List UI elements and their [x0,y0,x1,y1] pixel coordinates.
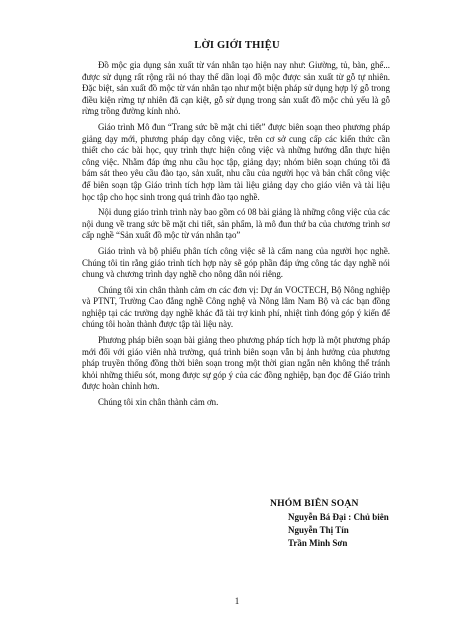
signature-group: NHÓM BIÊN SOẠN [270,498,359,509]
paragraph-method: Phương pháp biên soạn bài giảng theo phương pháp tích hợp là một phương pháp mới đối với giáo viên nhà trường, quá trình biên soạn vẫn bị ảnh hưởng của phương pháp truyền thống đồng thời biên soạn trong một thời gian ngắn nên không thể tránh khỏi những thiếu sót, mong được sự góp ý của các đồng nghiệp, bạn đọc để Giáo trình được hoàn chỉnh hơn. [82,335,390,392]
paragraph-curriculum: Giáo trình Mô đun “Trang sức bề mặt chi tiết” được biên soạn theo phương pháp giảng dạy mới, phương pháp dạy công việc, trên cơ sở cung cấp các kiến thức cần thiết cho các bài học, quy trình thực hiện công việc và những hướng dẫn thực hiện công việc. Nhằm đáp ứng nhu cầu học tập, giảng dạy; nhóm biên soạn chúng tôi đã bám sát theo yêu cầu đào tạo, sản xuất, nhu cầu của người học và bản chất công việc để biên soạn tập Giáo trình tích hợp làm tài liệu giảng dạy cho giáo viên và tài liệu học tập cho học sinh trong quá trình đào tạo nghề. [82,121,390,202]
paragraph-closing: Chúng tôi xin chân thành cảm ơn. [98,397,219,408]
signature-member-1: Nguyễn Bá Đại : Chủ biên [288,512,389,522]
paragraph-handbook: Giáo trình và bộ phiếu phân tích công việc sẽ là cẩm nang của người học nghề. Chúng tôi tin rằng giáo trình tích hợp này sẽ góp phần đáp ứng công tác dạy nghề nói chung và chương trình dạy nghề cho nông dân nói riêng. [82,245,390,280]
signature-block [270,497,389,550]
signature-member-3: Trần Minh Sơn [288,538,348,548]
document-body [82,60,390,411]
page-title: LỜI GIỚI THIỆU [194,40,280,51]
paragraph-thanks-units: Chúng tôi xin chân thành cảm ơn các đơn vị: Dự án VOCTECH, Bộ Nông nghiệp và PTNT, Trường Cao đẳng nghề Công nghệ và Nông lâm Nam Bộ và các bạn đồng nghiệp tại các trường dạy nghề khác đã tài trợ kinh phí, nhiệt tình đóng góp ý kiến để chúng tôi hoàn thành được tập tài liệu này. [82,284,390,330]
paragraph-intro: Đồ mộc gia dụng sản xuất từ ván nhân tạo hiện nay như: Giường, tủ, bàn, ghế... được sử dụng rất rộng rãi nó thay thế dần loại đồ mộc được sản xuất từ gỗ tự nhiên. Đặc biệt, sản xuất đồ mộc từ ván nhân tạo như một biện pháp sử dụng hợp lý gỗ trong điều kiện rừng tự nhiên đã cạn kiệt, gỗ sử dụng trong sản xuất đồ mộc chủ yếu là gỗ rừng trồng đường kính nhỏ. [82,60,390,117]
signature-member-2: Nguyễn Thị Tín [288,525,349,535]
paragraph-content: Nội dung giáo trình trình này bao gồm có 08 bài giảng là những công việc của các nội dung về trang sức bề mặt chi tiết, sản phẩm, là mô đun thứ ba của chương trình sơ cấp nghề “Sản xuất đồ mộc từ ván nhân tạo” [82,207,390,241]
page-number: 1 [234,596,240,606]
